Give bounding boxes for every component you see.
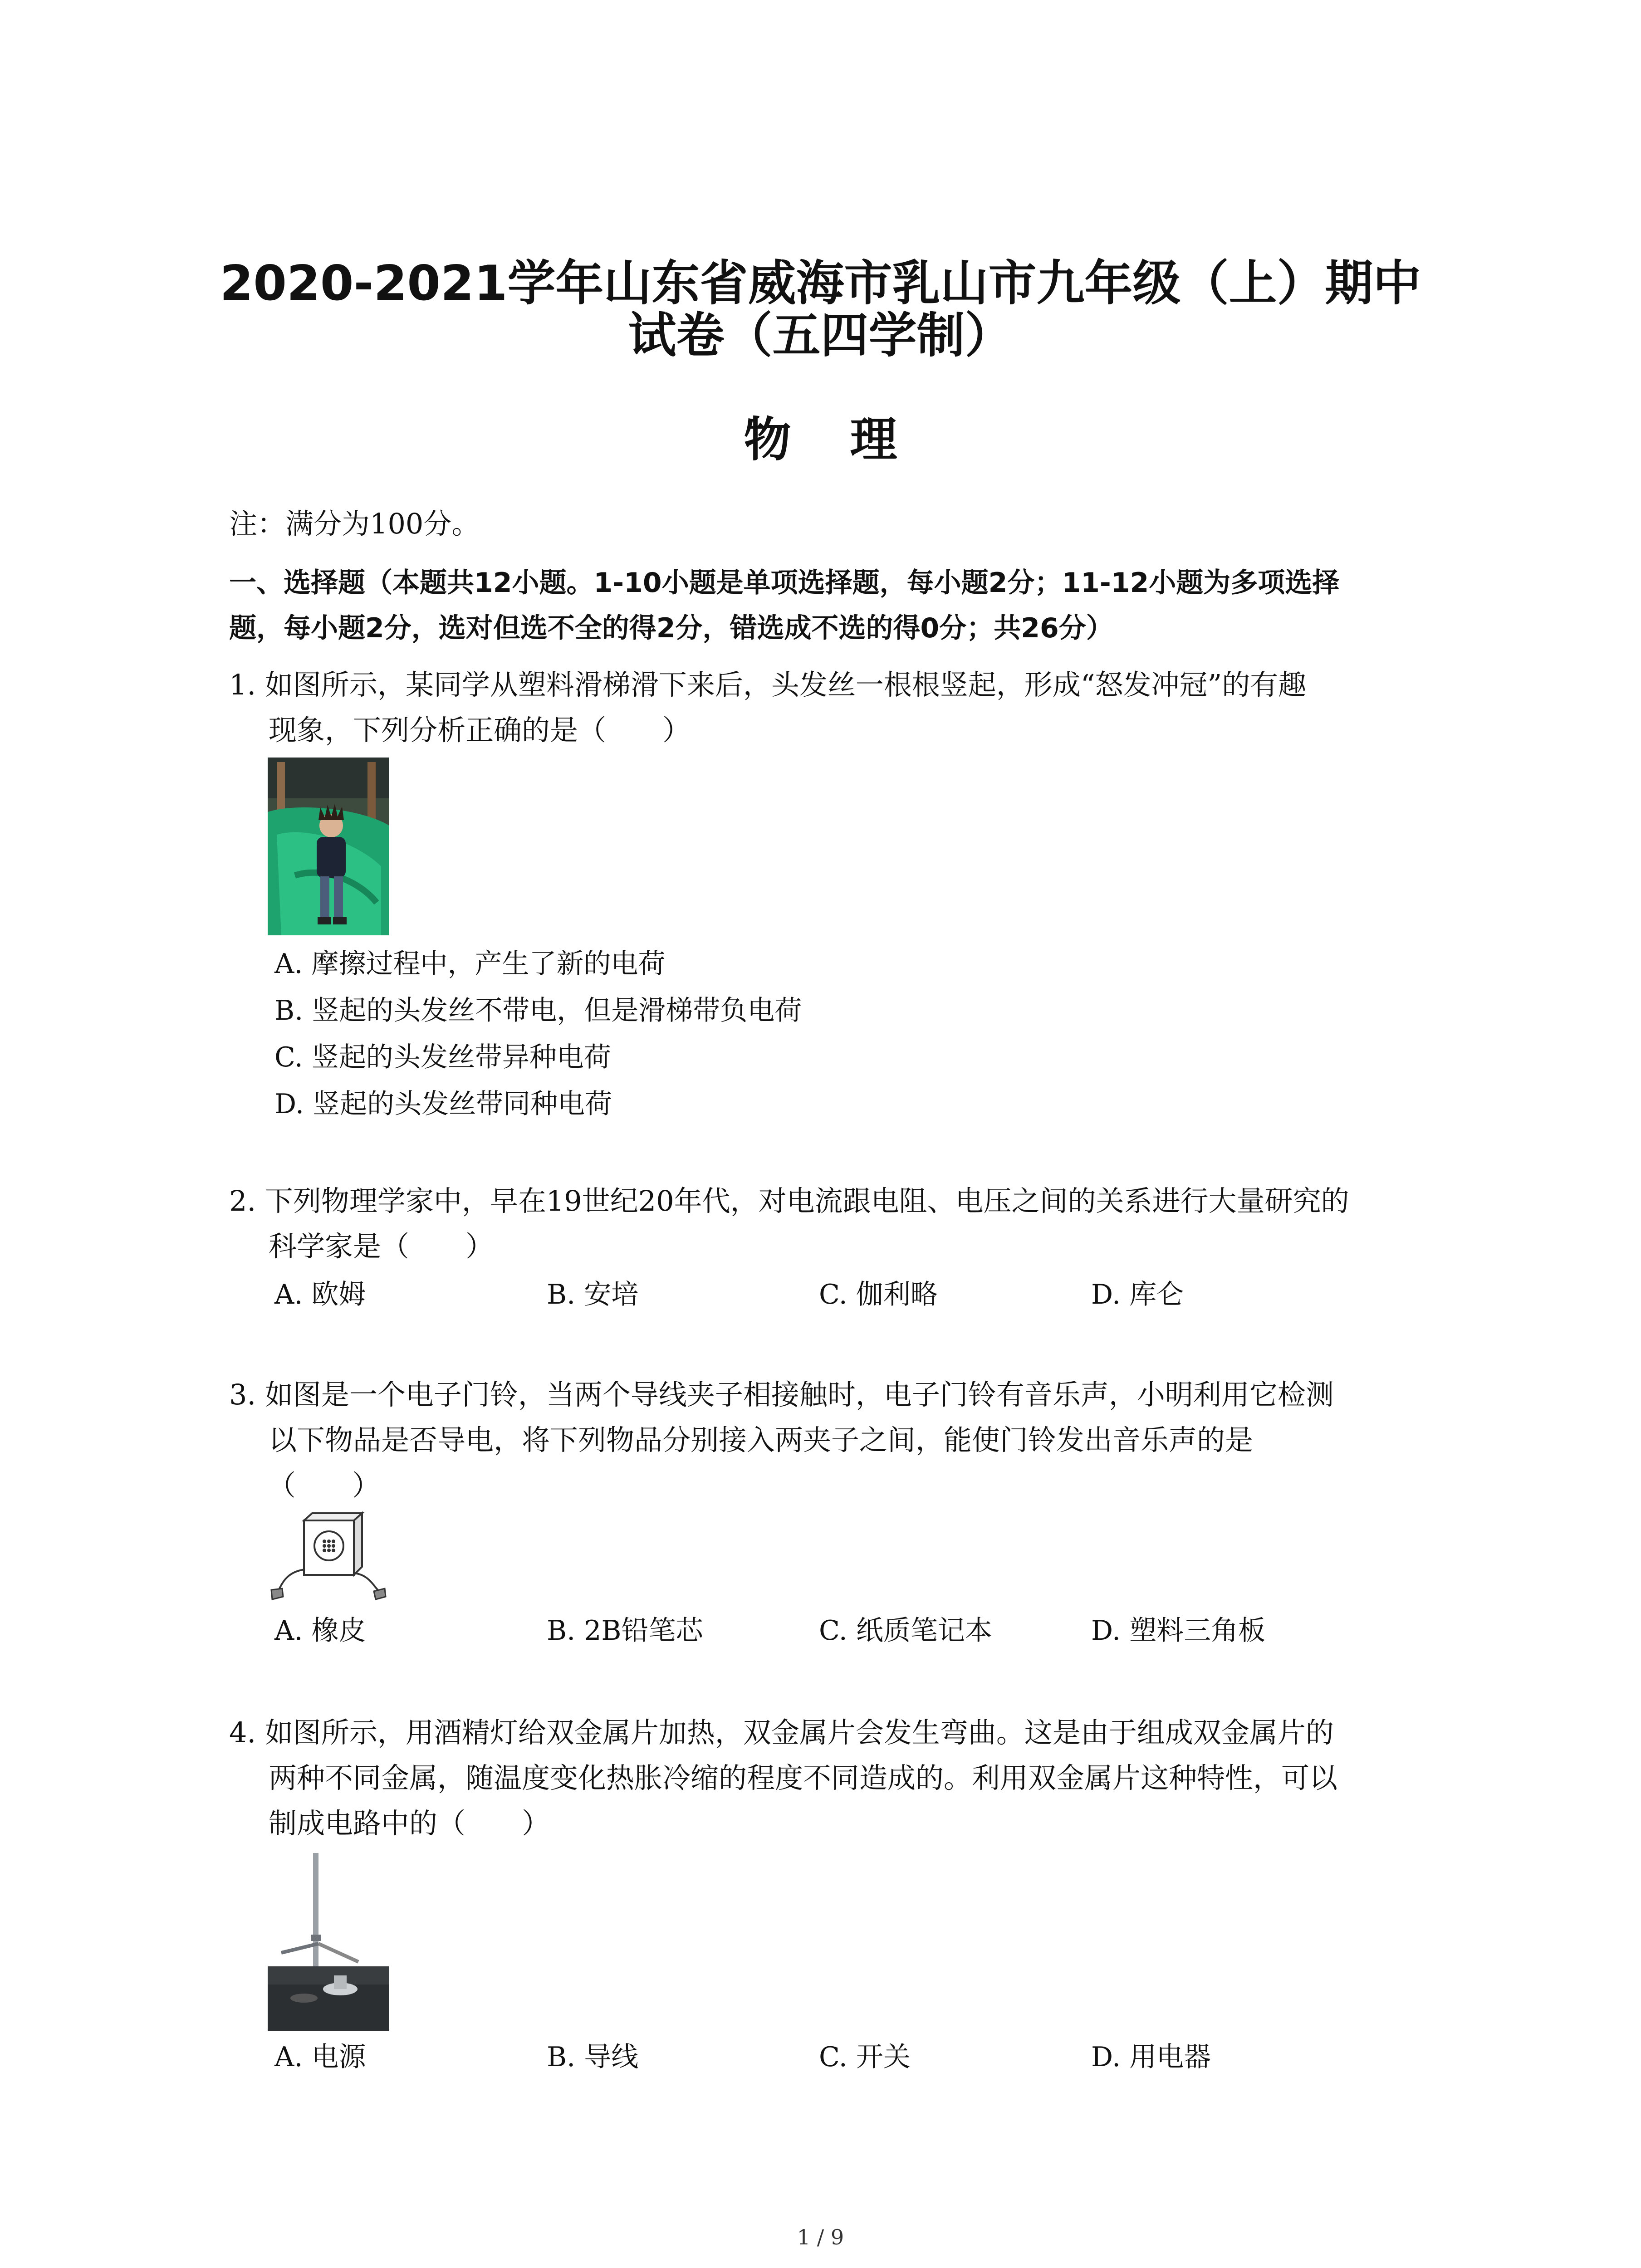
q1-option-d: D. 竖起的头发丝带同种电荷 <box>274 1088 612 1120</box>
title-line-1: 2020-2021学年山东省威海市乳山市九年级（上）期中 <box>220 255 1421 311</box>
bimetal-strip-figure <box>268 1853 389 2031</box>
q1-text-line-2: 现象，下列分析正确的是（ ） <box>269 714 691 747</box>
q4-text-line-1: 4. 如图所示，用酒精灯给双金属片加热，双金属片会发生弯曲。这是由于组成双金属片的 <box>229 1716 1334 1749</box>
q4-text-line-3: 制成电路中的（ ） <box>269 1807 550 1840</box>
q4-text-line-2: 两种不同金属，随温度变化热胀冷缩的程度不同造成的。利用双金属片这种特性，可以 <box>269 1761 1338 1794</box>
slide-photo-figure <box>268 758 389 935</box>
doorbell-figure <box>269 1510 387 1603</box>
section-heading-line-2: 题，每小题2分，选对但选不全的得2分，错选成不选的得0分；共26分） <box>229 612 1113 644</box>
score-note: 注：满分为100分。 <box>229 507 480 540</box>
title-line-2: 试卷（五四学制） <box>628 308 1013 363</box>
q1-option-c: C. 竖起的头发丝带异种电荷 <box>274 1041 611 1073</box>
q2-text-line-1: 2. 下列物理学家中，早在19世纪20年代，对电流跟电阻、电压之间的关系进行大量研究的 <box>229 1184 1349 1217</box>
q3-option-b: B. 2B铅笔芯 <box>547 1615 703 1647</box>
q1-text-line-1: 1. 如图所示，某同学从塑料滑梯滑下来后，头发丝一根根竖起，形成“怒发冲冠”的有趣 <box>229 668 1307 701</box>
q3-text-line-3: （ ） <box>268 1469 381 1502</box>
q2-option-d: D. 库仑 <box>1091 1279 1184 1310</box>
q1-option-b: B. 竖起的头发丝不带电，但是滑梯带负电荷 <box>274 995 802 1026</box>
q2-option-b: B. 安培 <box>547 1279 639 1310</box>
q4-option-a: A. 电源 <box>274 2041 366 2073</box>
q3-text-line-1: 3. 如图是一个电子门铃，当两个导线夹子相接触时，电子门铃有音乐声，小明利用它检测 <box>229 1378 1334 1411</box>
q2-option-c: C. 伽利略 <box>819 1279 938 1310</box>
q1-option-a: A. 摩擦过程中，产生了新的电荷 <box>274 948 666 980</box>
q4-option-b: B. 导线 <box>547 2041 639 2073</box>
q3-option-d: D. 塑料三角板 <box>1091 1615 1266 1647</box>
q3-option-a: A. 橡皮 <box>274 1615 366 1647</box>
page-number: 1 / 9 <box>797 2225 844 2249</box>
q2-option-a: A. 欧姆 <box>274 1279 366 1310</box>
q3-option-c: C. 纸质笔记本 <box>819 1615 992 1647</box>
q3-text-line-2: 以下物品是否导电，将下列物品分别接入两夹子之间，能使门铃发出音乐声的是 <box>269 1423 1254 1457</box>
q2-text-line-2: 科学家是（ ） <box>269 1230 494 1263</box>
q4-option-d: D. 用电器 <box>1091 2041 1211 2073</box>
subject-title: 物理 <box>744 412 956 467</box>
section-heading-line-1: 一、选择题（本题共12小题。1-10小题是单项选择题，每小题2分；11-12小题为多项选择 <box>229 567 1340 599</box>
q4-option-c: C. 开关 <box>819 2041 911 2073</box>
